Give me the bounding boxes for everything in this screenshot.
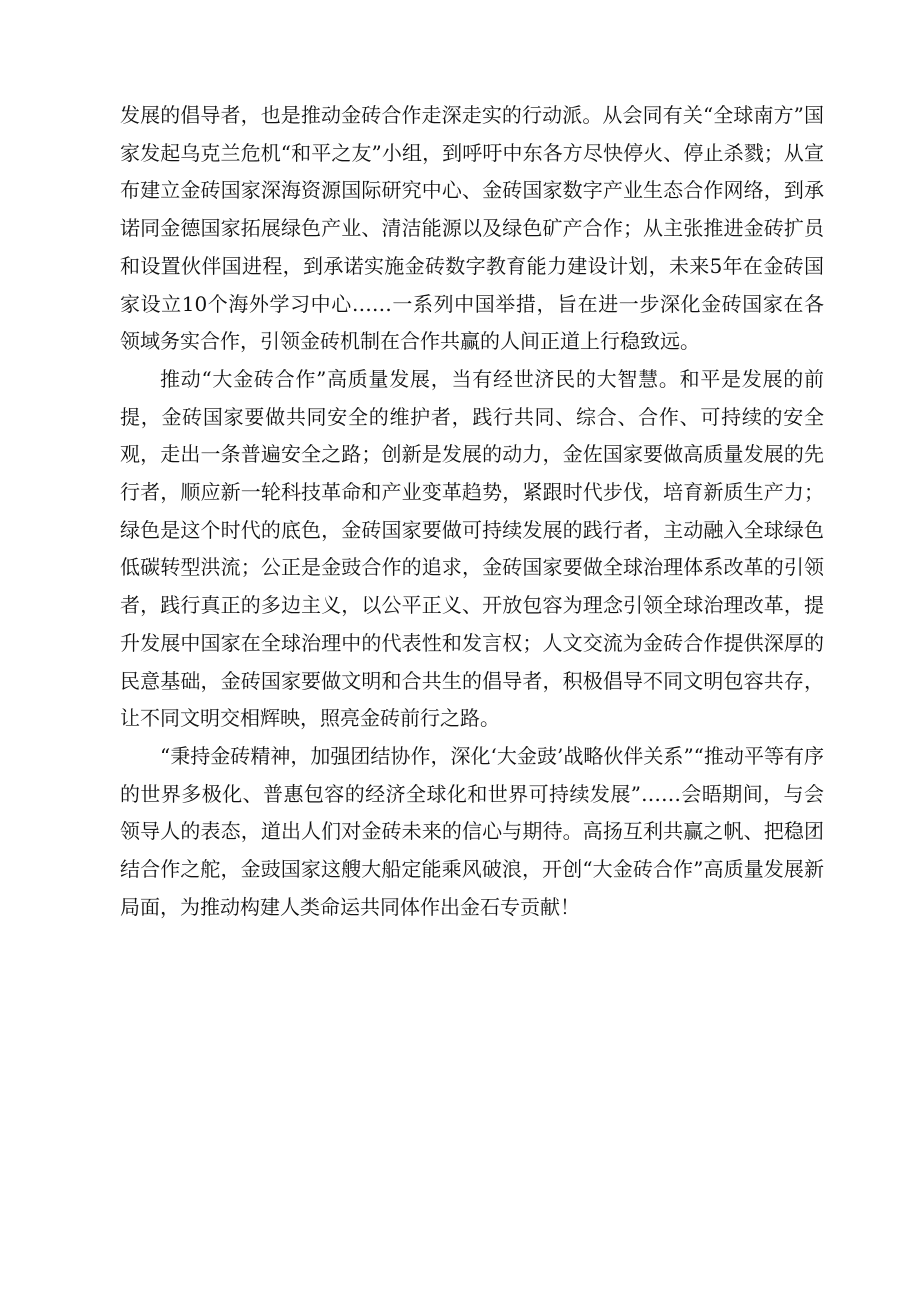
- document-body: [120, 97, 824, 926]
- paragraph-3: “秉持金砖精神，加强团结协作，深化‘大金豉’战略伙伴关系”“推动平等有序的世界多极化、普惠包容的经济全球化和世界可持续发展”……会晤期间，与会领导人的表态，道出人们对金砖未来的信心与期待。高扬互利共赢之帆、把稳团结合作之舵，金豉国家这艘大船定能乘风破浪，开创“大金砖合作”高质量发展新局面，为推动构建人类命运共同体作出金石专贡献！: [120, 743, 824, 919]
- paragraph-1: 发展的倡导者，也是推动金砖合作走深走实的行动派。从会同有关“全球南方”国家发起乌克兰危机“和平之友”小组，到呼吁中东各方尽快停火、停止杀戮；从宣布建立金砖国家深海资源国际研究中心、金砖国家数字产业生态合作网络，到承诺同金德国家拓展绿色产业、清洁能源以及绿色矿产合作；从主张推进金砖扩员和设置伙伴国进程，到承诺实施金砖数字教育能力建设计划，未来5年在金砖国家设立10个海外学习中心……一系列中国举措，旨在进一步深化金砖国家在各领域务实合作，引领金砖机制在合作共赢的人间正道上行稳致远。: [120, 103, 824, 354]
- paragraph-2: 推动“大金砖合作”高质量发展，当有经世济民的大智慧。和平是发展的前提，金砖国家要做共同安全的维护者，践行共同、综合、合作、可持续的安全观，走出一条普遍安全之路；创新是发展的动力，金佐国家要做高质量发展的先行者，顺应新一轮科技革命和产业变革趋势，紧跟时代步伐，培育新质生产力；绿色是这个时代的底色，金砖国家要做可持续发展的践行者，主动融入全球绿色低碳转型洪流；公正是金豉合作的追求，金砖国家要做全球治理体系改革的引领者，践行真正的多边主义，以公平正义、开放包容为理念引领全球治理改革，提升发展中国家在全球治理中的代表性和发言权；人文交流为金砖合作提供深厚的民意基础，金砖国家要做文明和合共生的倡导者，积极倡导不同文明包容共存，让不同文明交相辉映，照亮金砖前行之路。: [120, 366, 824, 731]
